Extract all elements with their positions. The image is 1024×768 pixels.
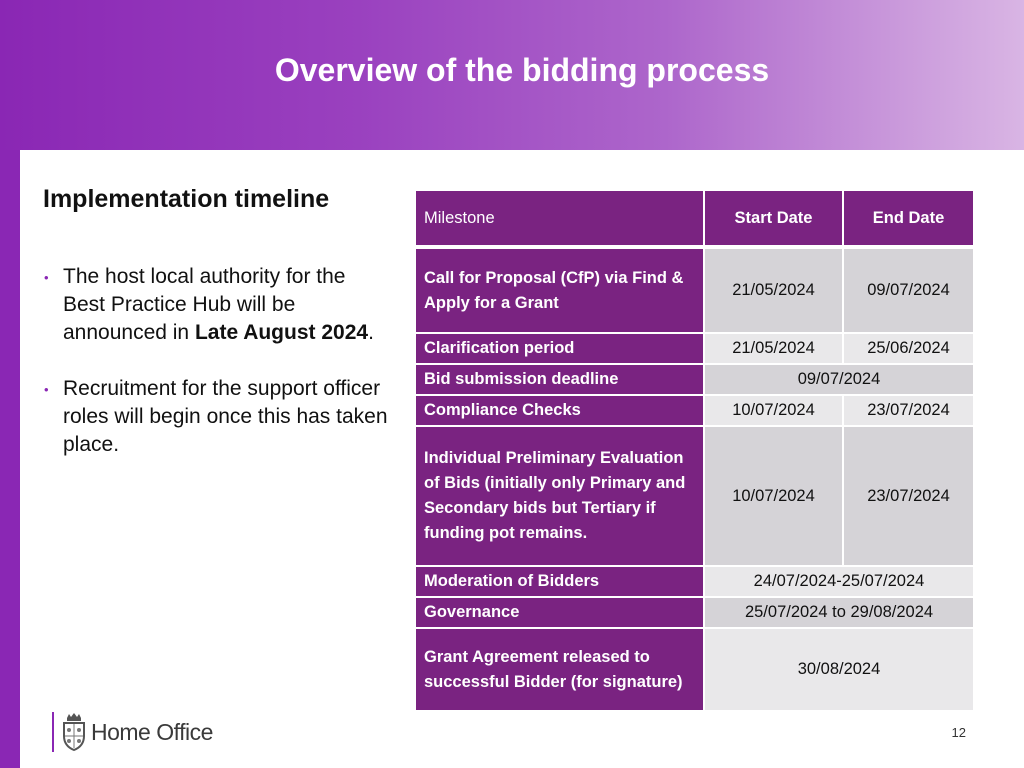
bullet-icon: • [44, 270, 49, 285]
start-date-cell: 10/07/2024 [704, 426, 843, 566]
end-date-cell: 23/07/2024 [843, 395, 974, 426]
start-date-cell: 21/05/2024 [704, 247, 843, 333]
milestone-cell: Governance [415, 597, 704, 628]
start-date-cell: 10/07/2024 [704, 395, 843, 426]
left-accent-strip [0, 150, 20, 768]
milestone-cell: Moderation of Bidders [415, 566, 704, 597]
table-row [415, 364, 974, 395]
footer-divider [52, 712, 54, 752]
page-number: 12 [951, 725, 966, 740]
timeline-table [414, 189, 975, 712]
bullet-text-pre: The host local authority for the Best Practice Hub will be announced in [63, 265, 346, 344]
bullet-icon: • [44, 382, 49, 397]
bullet-item [44, 263, 392, 347]
milestone-cell: Compliance Checks [415, 395, 704, 426]
milestone-cell: Bid submission deadline [415, 364, 704, 395]
organisation-logo-text: Home Office [91, 719, 213, 745]
bullet-text: Recruitment for the support officer roles will begin once this has taken place. [63, 377, 388, 456]
table-row [415, 566, 974, 597]
table-row [415, 628, 974, 711]
bullet-item [44, 375, 392, 459]
royal-crest-icon [60, 712, 88, 752]
slide-title: Overview of the bidding process [274, 52, 770, 88]
end-date-cell: 23/07/2024 [843, 426, 974, 566]
table-row [415, 333, 974, 364]
table-row [415, 395, 974, 426]
section-heading: Implementation timeline [43, 185, 330, 213]
column-header-end-date: End Date [843, 190, 974, 247]
end-date-cell: 25/06/2024 [843, 333, 974, 364]
bullet-text-post: . [368, 321, 374, 344]
start-date-cell: 21/05/2024 [704, 333, 843, 364]
date-range-cell: 24/07/2024-25/07/2024 [704, 566, 974, 597]
bullet-text-bold: Late August 2024 [194, 321, 369, 344]
table-row [415, 247, 974, 333]
table-row [415, 426, 974, 566]
milestone-cell: Grant Agreement released to successful Bidder (for signature) [415, 628, 704, 711]
date-range-cell: 30/08/2024 [704, 628, 974, 711]
column-header-milestone: Milestone [415, 190, 704, 247]
bullet-list [44, 263, 392, 487]
date-range-cell: 25/07/2024 to 29/08/2024 [704, 597, 974, 628]
table-row [415, 597, 974, 628]
milestone-cell: Individual Preliminary Evaluation of Bids (initially only Primary and Secondary bids but Tertiary if funding pot remains. [415, 426, 704, 566]
date-range-cell: 09/07/2024 [704, 364, 974, 395]
column-header-start-date: Start Date [704, 190, 843, 247]
milestone-cell: Clarification period [415, 333, 704, 364]
milestone-cell: Call for Proposal (CfP) via Find & Apply for a Grant [415, 247, 704, 333]
end-date-cell: 09/07/2024 [843, 247, 974, 333]
table-header-row [415, 190, 974, 247]
